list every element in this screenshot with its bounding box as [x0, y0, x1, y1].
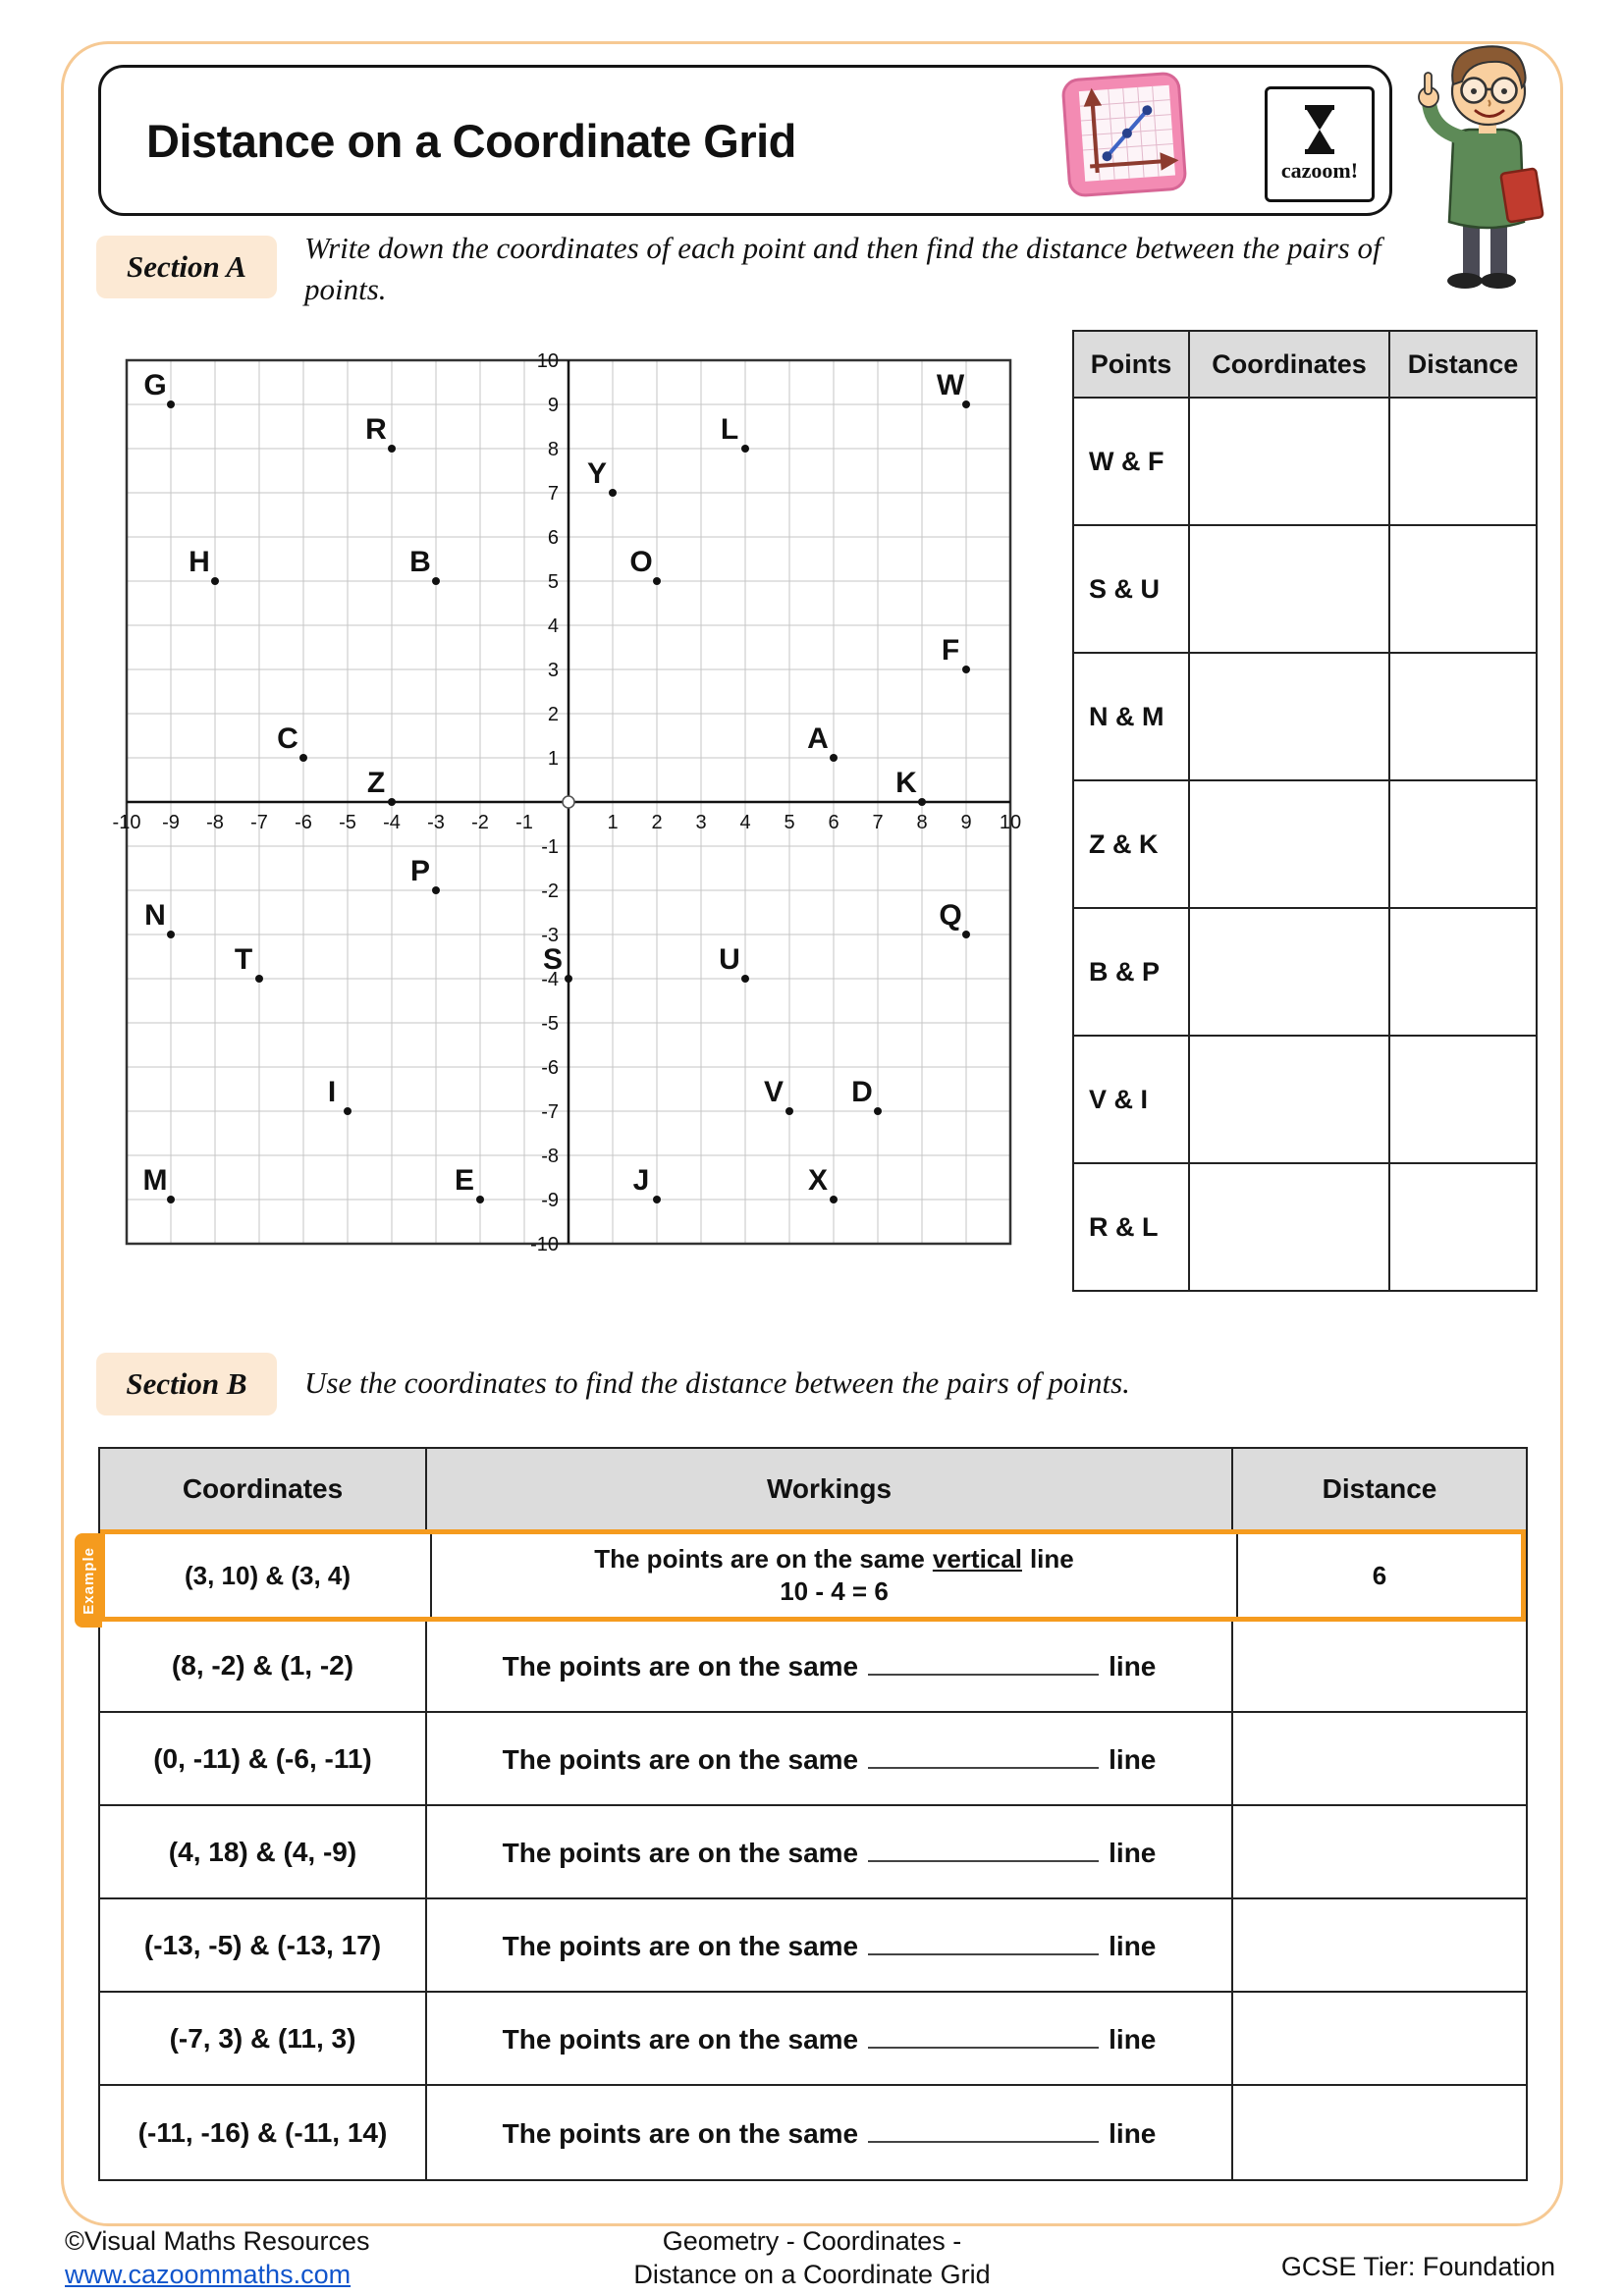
table-row — [100, 1806, 1526, 1899]
table-row — [1073, 525, 1537, 653]
svg-text:-5: -5 — [541, 1013, 559, 1035]
svg-text:-6: -6 — [541, 1057, 559, 1079]
row-coordinates: (0, -11) & (-6, -11) — [100, 1713, 427, 1804]
points-pair: S & U — [1073, 525, 1189, 653]
svg-text:P: P — [409, 855, 431, 887]
table-row — [1073, 908, 1537, 1036]
svg-text:-1: -1 — [541, 836, 559, 858]
example-row — [80, 1529, 1526, 1622]
svg-text:2: 2 — [651, 812, 663, 833]
svg-text:9: 9 — [547, 395, 559, 416]
svg-text:D: D — [851, 1076, 873, 1108]
section-a-instruction: Write down the coordinates of each point and then find the distance between the pairs of points. — [304, 231, 1381, 306]
svg-text:-9: -9 — [162, 812, 180, 833]
svg-text:-2: -2 — [541, 881, 559, 902]
svg-text:Z: Z — [366, 767, 386, 799]
distance-answer-cell — [1389, 1163, 1537, 1291]
svg-text:Y: Y — [586, 457, 608, 490]
coordinates-answer-cell — [1189, 398, 1389, 525]
svg-text:6: 6 — [547, 527, 559, 549]
coordinate-grid-icon — [1058, 69, 1190, 200]
coordinate-grid — [96, 330, 1041, 1274]
svg-text:-4: -4 — [541, 969, 559, 990]
copyright-text: ©Visual Maths Resources — [65, 2226, 370, 2256]
svg-text:I: I — [327, 1076, 337, 1108]
svg-text:F: F — [941, 634, 960, 667]
svg-text:O: O — [629, 546, 653, 578]
svg-text:-4: -4 — [383, 812, 401, 833]
distance-answer-cell — [1389, 780, 1537, 908]
svg-text:-8: -8 — [206, 812, 224, 833]
table-row — [1073, 398, 1537, 525]
cazoom-logo — [1265, 86, 1375, 202]
svg-text:9: 9 — [960, 812, 972, 833]
row-coordinates: (-13, -5) & (-13, 17) — [100, 1899, 427, 1991]
distance-answer-cell — [1233, 1806, 1526, 1897]
svg-text:S: S — [542, 943, 564, 976]
coordinates-answer-cell — [1189, 525, 1389, 653]
coordinates-answer-cell — [1189, 780, 1389, 908]
table-row — [100, 1713, 1526, 1806]
row-coordinates: (-11, -16) & (-11, 14) — [100, 2086, 427, 2179]
table-row — [100, 2086, 1526, 2179]
column-header-coordinates: Coordinates — [100, 1449, 427, 1529]
teacher-illustration — [1402, 35, 1571, 296]
row-workings: The points are on the same line — [427, 1713, 1233, 1804]
svg-text:7: 7 — [872, 812, 884, 833]
section-b-badge — [96, 1353, 277, 1415]
distance-answer-cell — [1389, 1036, 1537, 1163]
example-workings: The points are on the same vertical line 10 - 4 = 6 — [432, 1534, 1238, 1617]
points-pair: Z & K — [1073, 780, 1189, 908]
distance-answer-cell — [1233, 1620, 1526, 1711]
svg-text:-5: -5 — [339, 812, 356, 833]
answer-blank — [868, 1835, 1099, 1862]
svg-text:E: E — [454, 1164, 475, 1197]
section-a-label: Section A — [126, 249, 246, 284]
svg-text:7: 7 — [547, 483, 559, 505]
answer-blank — [868, 2021, 1099, 2049]
svg-text:J: J — [632, 1164, 650, 1197]
svg-text:-8: -8 — [541, 1146, 559, 1167]
distance-answer-cell — [1389, 525, 1537, 653]
svg-text:L: L — [720, 413, 739, 446]
row-coordinates: (-7, 3) & (11, 3) — [100, 1993, 427, 2084]
row-workings: The points are on the same line — [427, 1899, 1233, 1991]
distance-answer-cell — [1389, 908, 1537, 1036]
answer-blank — [868, 1928, 1099, 1955]
example-keyword: vertical — [932, 1544, 1022, 1574]
section-b-table — [80, 1447, 1528, 2181]
page-title: Distance on a Coordinate Grid — [146, 114, 796, 167]
svg-text:M: M — [142, 1164, 168, 1197]
svg-text:-10: -10 — [530, 1234, 559, 1255]
column-header-distance: Distance — [1389, 331, 1537, 398]
hourglass-figure-icon — [1300, 105, 1339, 154]
column-header-workings: Workings — [427, 1449, 1233, 1529]
row-workings: The points are on the same line — [427, 2086, 1233, 2179]
distance-answer-cell — [1389, 653, 1537, 780]
svg-text:H: H — [189, 546, 210, 578]
answer-blank — [868, 1741, 1099, 1769]
cazoom-logo-text: cazoom! — [1280, 158, 1359, 183]
column-header-distance: Distance — [1322, 1473, 1437, 1504]
distance-answer-cell — [1389, 398, 1537, 525]
svg-text:-9: -9 — [541, 1190, 559, 1211]
table-row — [100, 1620, 1526, 1713]
svg-text:R: R — [365, 413, 387, 446]
row-workings: The points are on the same line — [427, 1993, 1233, 2084]
svg-text:B: B — [409, 546, 431, 578]
distance-answer-cell — [1233, 1713, 1526, 1804]
coordinates-answer-cell — [1189, 653, 1389, 780]
svg-text:-6: -6 — [295, 812, 312, 833]
example-distance: 6 — [1372, 1560, 1387, 1590]
distance-answer-cell — [1233, 1993, 1526, 2084]
svg-text:3: 3 — [547, 660, 559, 681]
section-a-answer-table — [1072, 330, 1538, 1292]
distance-answer-cell — [1233, 1899, 1526, 1991]
svg-text:3: 3 — [695, 812, 707, 833]
svg-text:-7: -7 — [541, 1101, 559, 1123]
svg-text:V: V — [763, 1076, 785, 1108]
column-header-coordinates: Coordinates — [1189, 331, 1389, 398]
distance-answer-cell — [1233, 2086, 1526, 2179]
svg-text:Q: Q — [939, 899, 962, 932]
table-row — [1073, 653, 1537, 780]
table-row — [1073, 780, 1537, 908]
svg-text:N: N — [144, 899, 166, 932]
row-coordinates: (8, -2) & (1, -2) — [100, 1620, 427, 1711]
example-calculation: 10 - 4 = 6 — [780, 1576, 889, 1606]
svg-text:U: U — [719, 943, 740, 976]
table-row — [1073, 1163, 1537, 1291]
svg-text:C: C — [277, 722, 298, 755]
table-row — [100, 1899, 1526, 1993]
svg-text:G: G — [143, 369, 167, 401]
row-workings: The points are on the same line — [427, 1806, 1233, 1897]
svg-text:X: X — [807, 1164, 829, 1197]
svg-text:10: 10 — [999, 812, 1022, 833]
points-pair: V & I — [1073, 1036, 1189, 1163]
svg-text:-7: -7 — [250, 812, 268, 833]
section-b-label: Section B — [126, 1366, 247, 1401]
svg-text:W: W — [936, 369, 965, 401]
svg-text:4: 4 — [547, 615, 559, 637]
svg-text:1: 1 — [607, 812, 619, 833]
footer-topic-line2: Distance on a Coordinate Grid — [633, 2260, 991, 2289]
svg-text:8: 8 — [547, 439, 559, 460]
svg-text:K: K — [895, 767, 917, 799]
tier-label: GCSE Tier: Foundation — [1280, 2252, 1555, 2281]
svg-text:4: 4 — [739, 812, 751, 833]
svg-text:6: 6 — [828, 812, 839, 833]
column-header-points: Points — [1073, 331, 1189, 398]
svg-text:-3: -3 — [427, 812, 445, 833]
table-row — [1073, 1036, 1537, 1163]
svg-text:-1: -1 — [515, 812, 533, 833]
coordinates-answer-cell — [1189, 1163, 1389, 1291]
answer-blank — [868, 2115, 1099, 2143]
header — [98, 65, 1392, 216]
svg-text:-10: -10 — [112, 812, 141, 833]
svg-text:-2: -2 — [471, 812, 489, 833]
website-link[interactable]: www.cazoommaths.com — [65, 2260, 352, 2289]
example-coordinates: (3, 10) & (3, 4) — [105, 1534, 432, 1617]
points-pair: N & M — [1073, 653, 1189, 780]
answer-blank — [868, 1648, 1099, 1676]
points-pair: R & L — [1073, 1163, 1189, 1291]
section-a-badge — [96, 236, 277, 298]
svg-text:5: 5 — [784, 812, 795, 833]
svg-text:1: 1 — [547, 748, 559, 770]
svg-text:10: 10 — [536, 350, 559, 372]
svg-text:-3: -3 — [541, 925, 559, 946]
footer-topic-line1: Geometry - Coordinates - — [662, 2226, 962, 2256]
points-pair: W & F — [1073, 398, 1189, 525]
svg-text:T: T — [234, 943, 253, 976]
points-pair: B & P — [1073, 908, 1189, 1036]
svg-text:2: 2 — [547, 704, 559, 725]
section-b-instruction: Use the coordinates to find the distance between the pairs of points. — [304, 1365, 1130, 1400]
table-header-row — [100, 1449, 1526, 1531]
table-row — [100, 1993, 1526, 2086]
coordinates-answer-cell — [1189, 1036, 1389, 1163]
row-workings: The points are on the same line — [427, 1620, 1233, 1711]
example-tab: Example — [75, 1533, 102, 1628]
coordinates-answer-cell — [1189, 908, 1389, 1036]
row-coordinates: (4, 18) & (4, -9) — [100, 1806, 427, 1897]
svg-text:5: 5 — [547, 571, 559, 593]
table-header-row — [1073, 331, 1537, 398]
svg-text:A: A — [807, 722, 829, 755]
svg-text:8: 8 — [916, 812, 928, 833]
